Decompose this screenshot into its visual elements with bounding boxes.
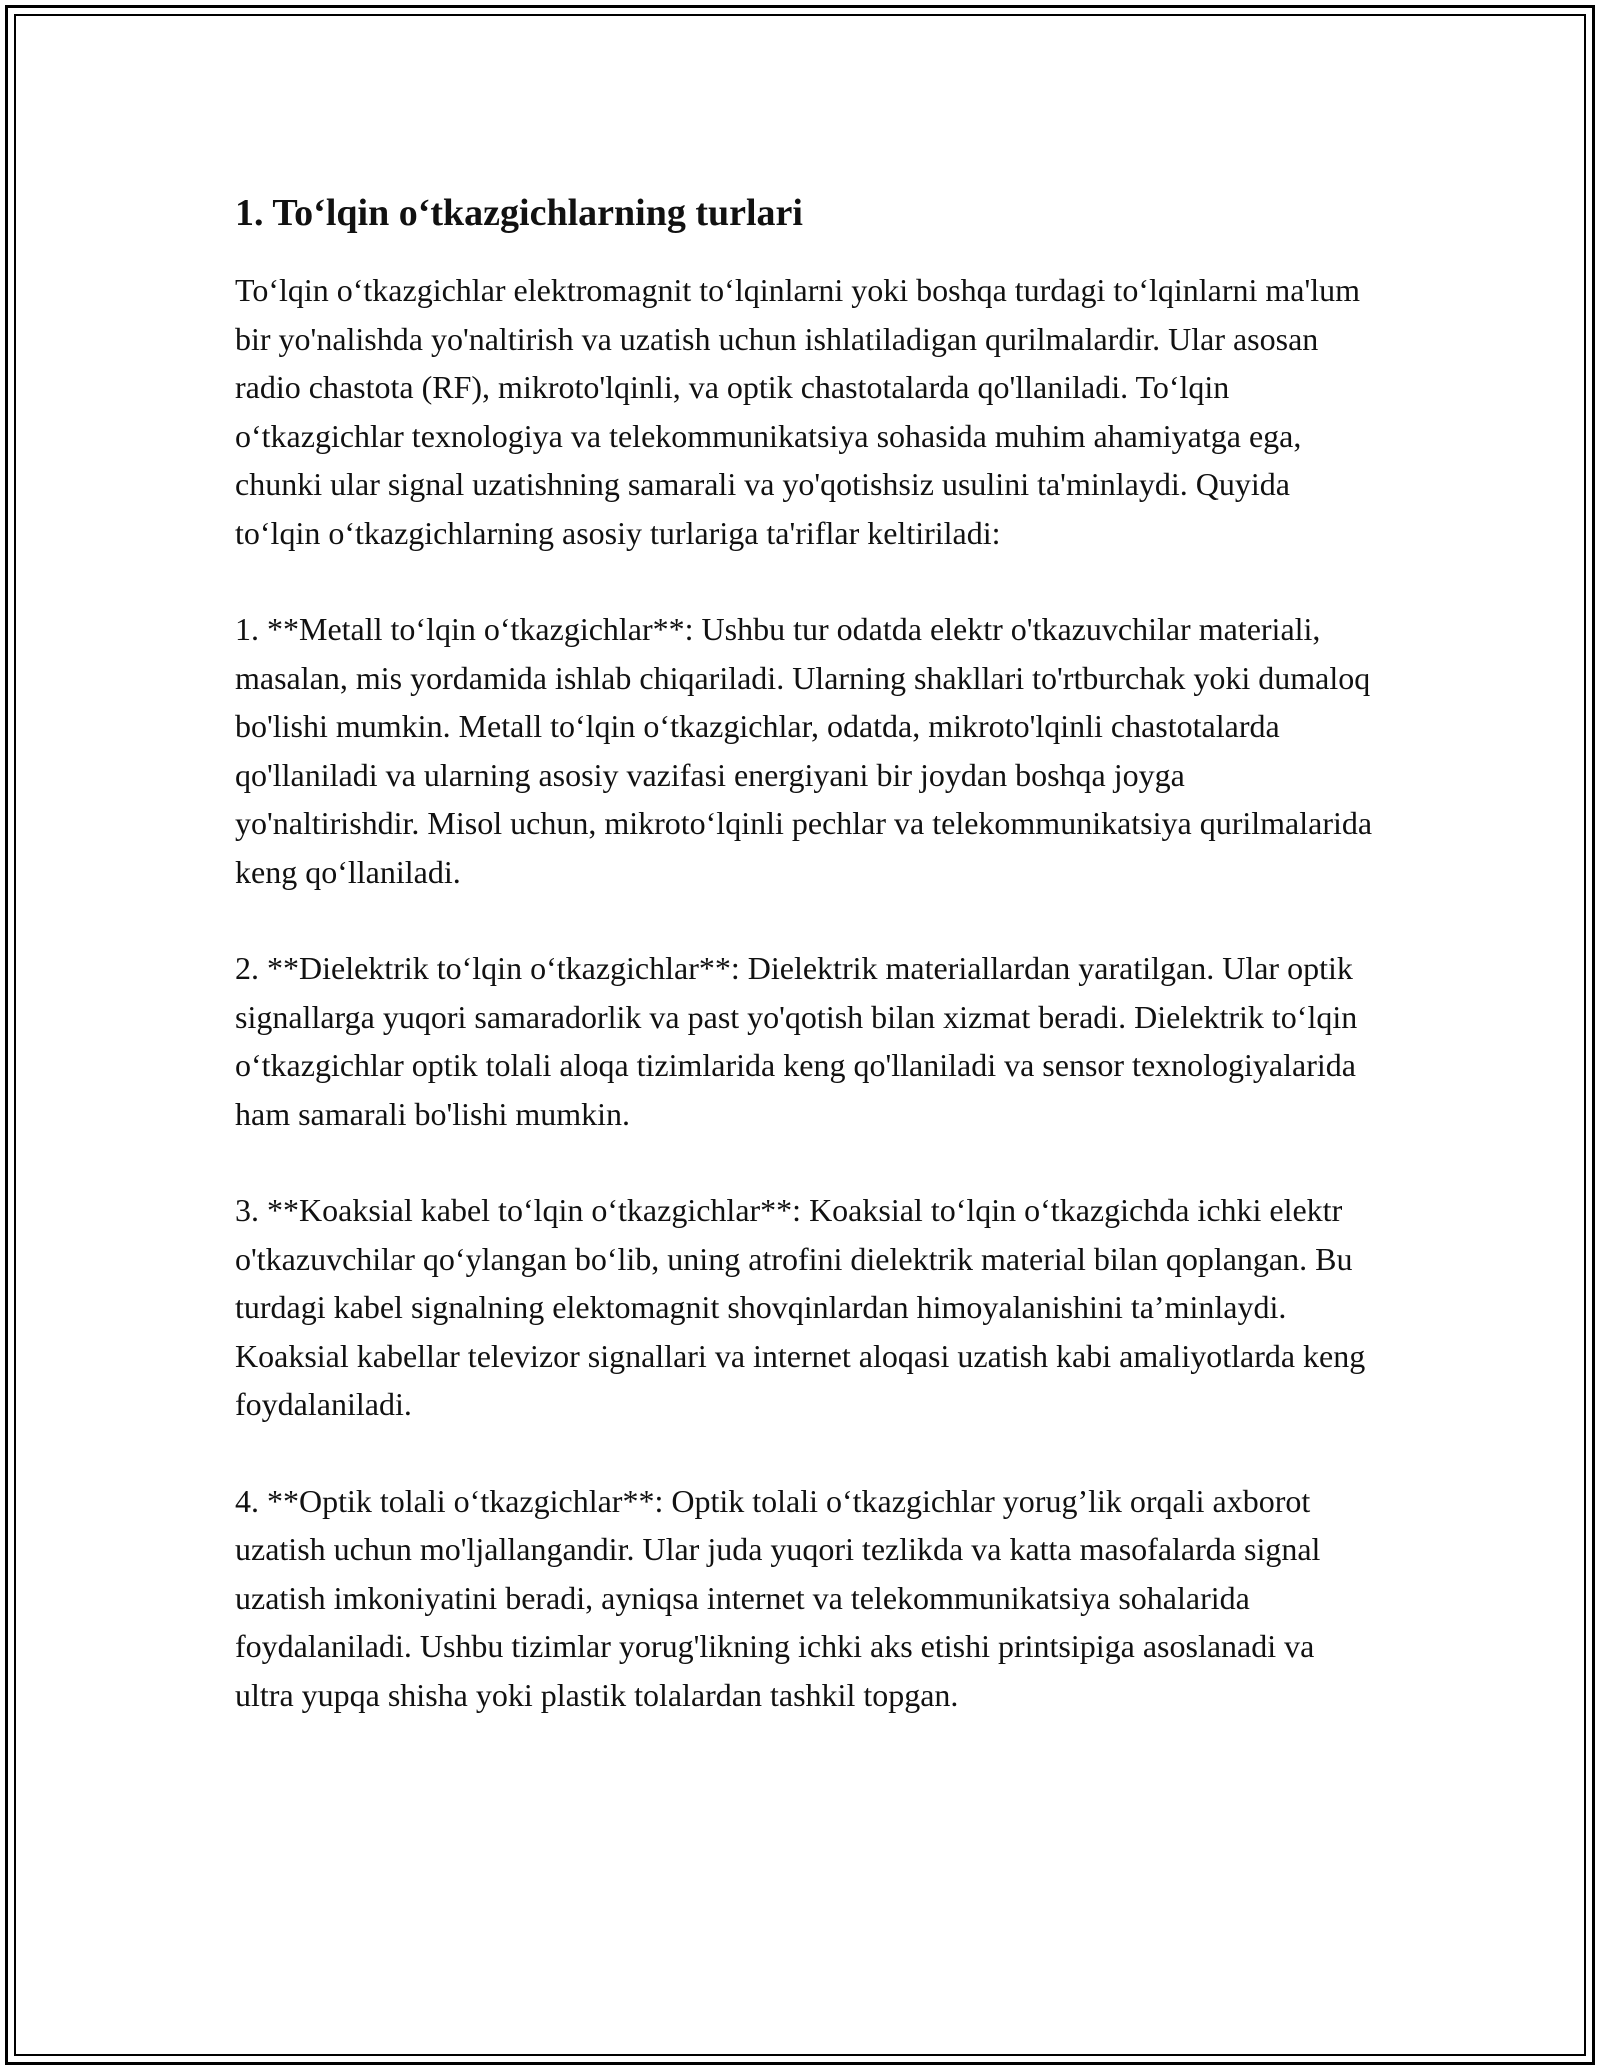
paragraph-coaxial-waveguides: 3. **Koaksial kabel to‘lqin o‘tkazgichlar**: Koaksial to‘lqin o‘tkazgichda ichki elektr o'tkazuvchilar qo‘ylangan bo‘lib, uning atrofini dielektrik material bilan qoplangan. Bu turdagi kabel signalning elektomagnit shovqinlardan himoyalanishini ta’minlaydi. Koaksial kabellar televizor signallari va internet aloqasi uzatish kabi amaliyotlarda keng foydalaniladi. [235, 1192, 1366, 1422]
document-title: 1. To‘lqin o‘tkazgichlarning turlari [235, 192, 803, 234]
paragraph-optical-fiber-waveguides: 4. **Optik tolali o‘tkazgichlar**: Optik tolali o‘tkazgichlar yorug’lik orqali axborot uzatish uchun mo'ljallangandir. Ular juda yuqori tezlikda va katta masofalarda signal uzatish imkoniyatini beradi, ayniqsa internet va telekommunikatsiya sohalarida foydalaniladi. Ushbu tizimlar yorug'likning ichki aks etishi printsipiga asoslanadi va ultra yupqa shisha yoki plastik tolalardan tashkil topgan. [235, 1482, 1321, 1713]
document-body [235, 188, 1375, 1767]
paragraph-metal-waveguides: 1. **Metall to‘lqin o‘tkazgichlar**: Ushbu tur odatda elektr o'tkazuvchilar materiali, masalan, mis yordamida ishlab chiqariladi. Ularning shakllari to'rtburchak yoki dumaloq bo'lishi mumkin. Metall to‘lqin o‘tkazgichlar, odatda, mikroto'lqinli chastotalarda qo'llaniladi va ularning asosiy vazifasi energiyani bir joydan boshqa joyga yo'naltirishdir. Misol uchun, mikroto‘lqinli pechlar va telekommunikatsiya qurilmalarida keng qo‘llaniladi. [235, 611, 1373, 890]
paragraph-dielectric-waveguides: 2. **Dielektrik to‘lqin o‘tkazgichlar**: Dielektrik materiallardan yaratilgan. Ular optik signallarga yuqori samaradorlik va past yo'qotish bilan xizmat beradi. Dielektrik to‘lqin o‘tkazgichlar optik tolali aloqa tizimlarida keng qo'llaniladi va sensor texnologiyalarida ham samarali bo'lishi mumkin. [235, 950, 1358, 1132]
intro-paragraph: To‘lqin o‘tkazgichlar elektromagnit to‘lqinlarni yoki boshqa turdagi to‘lqinlarni ma'lum bir yo'nalishda yo'naltirish va uzatish uchun ishlatiladigan qurilmalardir. Ular asosan radio chastota (RF), mikroto'lqinli, va optik chastotalarda qo'llaniladi. To‘lqin o‘tkazgichlar texnologiya va telekommunikatsiya sohasida muhim ahamiyatga ega, chunki ular signal uzatishning samarali va yo'qotishsiz usulini ta'minlaydi. Quyida to‘lqin o‘tkazgichlarning asosiy turlariga ta'riflar keltiriladi: [235, 272, 1361, 551]
